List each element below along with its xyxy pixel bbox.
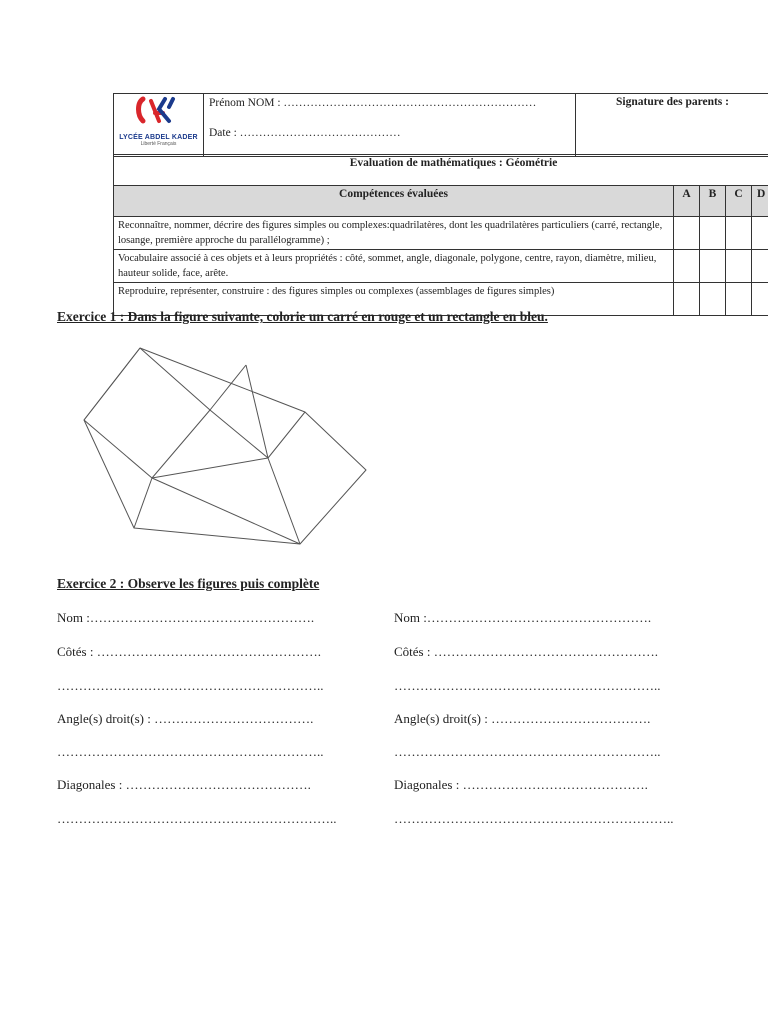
logo-text: LYCÉE ABDEL KADER <box>119 134 198 141</box>
level-c-header: C <box>726 186 752 217</box>
figure-outline <box>84 348 366 544</box>
figure-line <box>152 458 300 544</box>
grade-cell[interactable] <box>752 217 768 250</box>
left-cotes-field[interactable]: Côtés : ……………………………………………. <box>57 644 321 659</box>
grade-cell[interactable] <box>726 283 752 316</box>
grade-cell[interactable] <box>700 283 726 316</box>
geometry-figure[interactable] <box>80 340 380 555</box>
grade-cell[interactable] <box>726 217 752 250</box>
left-cotes-continuation[interactable]: …………………………………………………….. <box>57 678 324 693</box>
figure-line <box>246 365 268 458</box>
grade-cell[interactable] <box>700 250 726 283</box>
date-field[interactable]: Date : …………………………………… <box>209 127 401 139</box>
grade-cell[interactable] <box>752 250 768 283</box>
figure-line <box>84 410 210 478</box>
level-b-header: B <box>700 186 726 217</box>
competence-row-2: Vocabulaire associé à ces objets et à leurs propriétés : côté, sommet, angle, diagonale, polygone, centre, rayon, diamètre, milieu, hauteur solide, face, arête. <box>114 250 674 283</box>
grade-cell[interactable] <box>726 250 752 283</box>
left-angles-field[interactable]: Angle(s) droit(s) : ………………………………. <box>57 711 314 726</box>
header-table <box>113 93 768 157</box>
right-nom-field[interactable]: Nom :……………………………………………. <box>394 610 652 625</box>
level-a-header: A <box>674 186 700 217</box>
name-field[interactable]: Prénom NOM : ………………………………………………………… <box>209 97 537 109</box>
exercise2-title: Exercice 2 : Observe les figures puis complète <box>57 576 320 591</box>
competence-table <box>113 154 768 316</box>
right-cotes-continuation[interactable]: …………………………………………………….. <box>394 678 661 693</box>
right-angles-continuation[interactable]: …………………………………………………….. <box>394 744 661 759</box>
logo-subtext: Liberté Français <box>140 141 177 147</box>
right-angles-field[interactable]: Angle(s) droit(s) : ………………………………. <box>394 711 651 726</box>
competence-row-3: Reproduire, représenter, construire : des figures simples ou complexes (assemblages de figures simples) <box>114 283 674 316</box>
left-diagonales-field[interactable]: Diagonales : ……………………………………. <box>57 777 311 792</box>
grade-cell[interactable] <box>674 283 700 316</box>
evaluation-title: Evaluation de mathématiques : Géométrie <box>114 155 768 186</box>
signature-label: Signature des parents : <box>576 94 768 157</box>
figure-line <box>152 478 300 544</box>
right-diagonales-continuation[interactable]: ……………………………………………………….. <box>394 811 674 826</box>
grade-cell[interactable] <box>752 283 768 316</box>
left-nom-field[interactable]: Nom :……………………………………………. <box>57 610 315 625</box>
figure-line <box>140 348 246 410</box>
figure-line <box>210 410 305 458</box>
right-cotes-field[interactable]: Côtés : ……………………………………………. <box>394 644 658 659</box>
left-diagonales-continuation[interactable]: ……………………………………………………….. <box>57 811 337 826</box>
grade-cell[interactable] <box>700 217 726 250</box>
figure-line <box>84 348 140 420</box>
exercise1-title: Exercice 1 : Dans la figure suivante, colorie un carré en rouge et un rectangle en bleu. <box>57 309 548 324</box>
figure-line <box>134 478 152 528</box>
grade-cell[interactable] <box>674 217 700 250</box>
identity-fields <box>204 94 576 157</box>
level-d-header: D <box>752 186 768 217</box>
logo-cell <box>114 94 204 157</box>
left-angles-continuation[interactable]: …………………………………………………….. <box>57 744 324 759</box>
right-diagonales-field[interactable]: Diagonales : ……………………………………. <box>394 777 648 792</box>
grade-cell[interactable] <box>674 250 700 283</box>
competence-row-1: Reconnaître, nommer, décrire des figures simples ou complexes:quadrilatères, dont les quadrilatères particuliers (carré, rectangle, losange, première approche du parallélogramme) ; <box>114 217 674 250</box>
school-logo-icon <box>129 95 189 129</box>
competences-header: Compétences évaluées <box>114 186 674 217</box>
